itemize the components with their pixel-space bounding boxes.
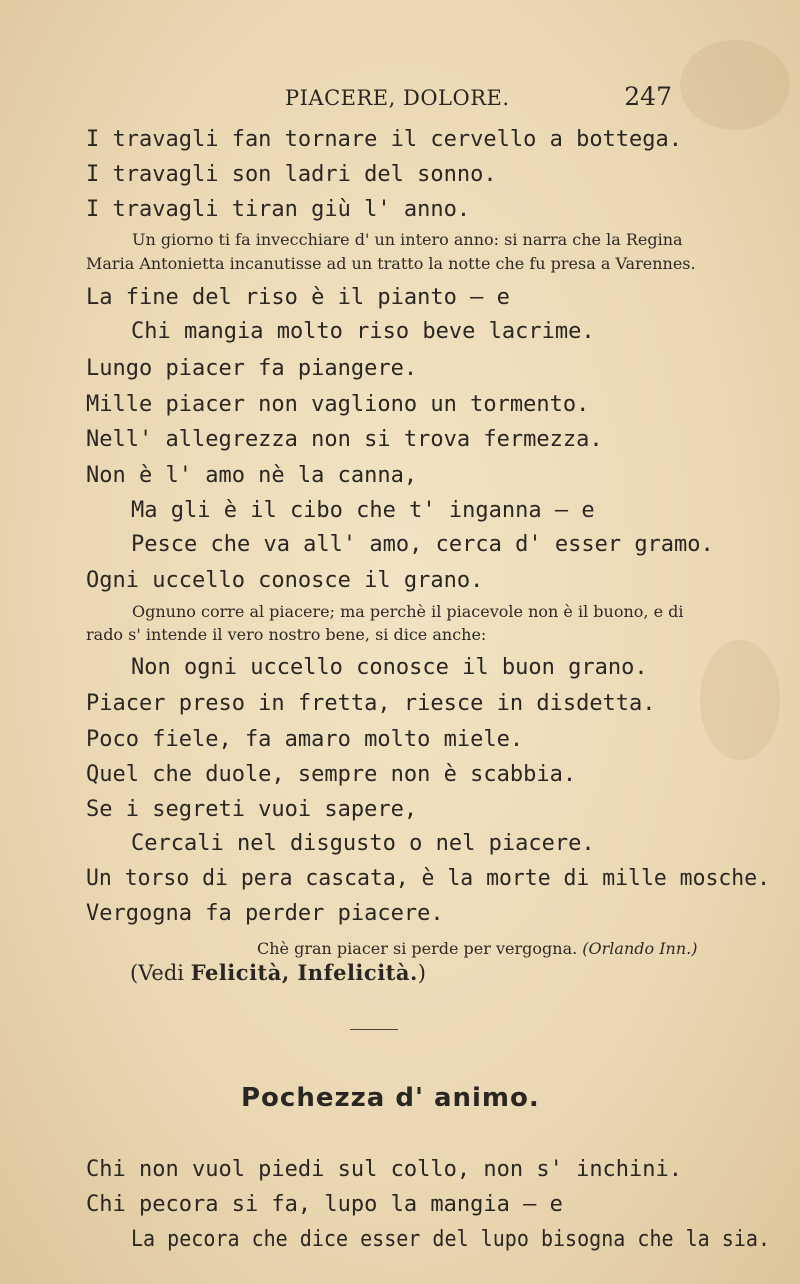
crossref-suffix: ) xyxy=(417,961,426,985)
proverb-line: Non ogni uccello conosce il buon grano. xyxy=(131,655,648,680)
proverb-line: Chi pecora si fa, lupo la mangia — e xyxy=(86,1192,563,1217)
proverb-line: I travagli fan tornare il cervello a bottega. xyxy=(86,127,683,152)
section-title: Pochezza d' animo. xyxy=(241,1083,540,1113)
proverb-line: Nell' allegrezza non si trova fermezza. xyxy=(86,427,603,452)
page-number: 247 xyxy=(624,82,672,111)
page-header xyxy=(0,82,800,116)
commentary-note: Maria Antonietta incanutisse ad un tratto la notte che fu presa a Varennes. xyxy=(86,254,696,273)
proverb-line: Ma gli è il cibo che t' inganna — e xyxy=(131,498,595,523)
paper-stain xyxy=(680,40,790,130)
proverb-line: La fine del riso è il pianto — e xyxy=(86,285,510,310)
proverb-line: Non è l' amo nè la canna, xyxy=(86,463,418,488)
proverb-line: I travagli son ladri del sonno. xyxy=(86,162,497,187)
paper-stain xyxy=(700,640,780,760)
proverb-line: Mille piacer non vagliono un tormento. xyxy=(86,392,590,417)
proverb-line: Ogni uccello conosce il grano. xyxy=(86,568,484,593)
proverb-line: Piacer preso in fretta, riesce in disdetta. xyxy=(86,691,656,716)
quote-source: (Orlando Inn.) xyxy=(582,939,698,958)
proverb-line: Chi mangia molto riso beve lacrime. xyxy=(131,319,595,344)
proverb-line: Pesce che va all' amo, cerca d' esser gramo. xyxy=(131,532,714,557)
proverb-line: Cercali nel disgusto o nel piacere. xyxy=(131,831,595,856)
literary-quote xyxy=(257,939,697,958)
proverb-line: Quel che duole, sempre non è scabbia. xyxy=(86,762,577,787)
proverb-line: Se i segreti vuoi sapere, xyxy=(86,797,418,822)
commentary-note: Ognuno corre al piacere; ma perchè il piacevole non è il buono, e di xyxy=(132,602,684,621)
section-divider xyxy=(350,1029,398,1030)
proverb-line: La pecora che dice esser del lupo bisogna che la sia. xyxy=(131,1227,771,1252)
crossref-target: Felicità, Infelicità. xyxy=(190,960,418,985)
proverb-line: Poco fiele, fa amaro molto miele. xyxy=(86,727,524,752)
running-title: PIACERE, DOLORE. xyxy=(285,86,510,110)
proverb-line: Un torso di pera cascata, è la morte di mille mosche. xyxy=(86,866,771,891)
commentary-note: rado s' intende il vero nostro bene, si dice anche: xyxy=(86,625,487,644)
commentary-note: Un giorno ti fa invecchiare d' un intero anno: si narra che la Regina xyxy=(132,230,683,249)
proverb-line: Vergogna fa perder piacere. xyxy=(86,901,444,926)
proverb-line: Chi non vuol piedi sul collo, non s' inchini. xyxy=(86,1157,683,1182)
crossref-prefix: (Vedi xyxy=(130,961,191,985)
proverb-line: Lungo piacer fa piangere. xyxy=(86,356,418,381)
cross-reference xyxy=(130,960,426,985)
proverb-line: I travagli tiran giù l' anno. xyxy=(86,197,471,222)
quote-text: Chè gran piacer si perde per vergogna. xyxy=(257,939,578,958)
